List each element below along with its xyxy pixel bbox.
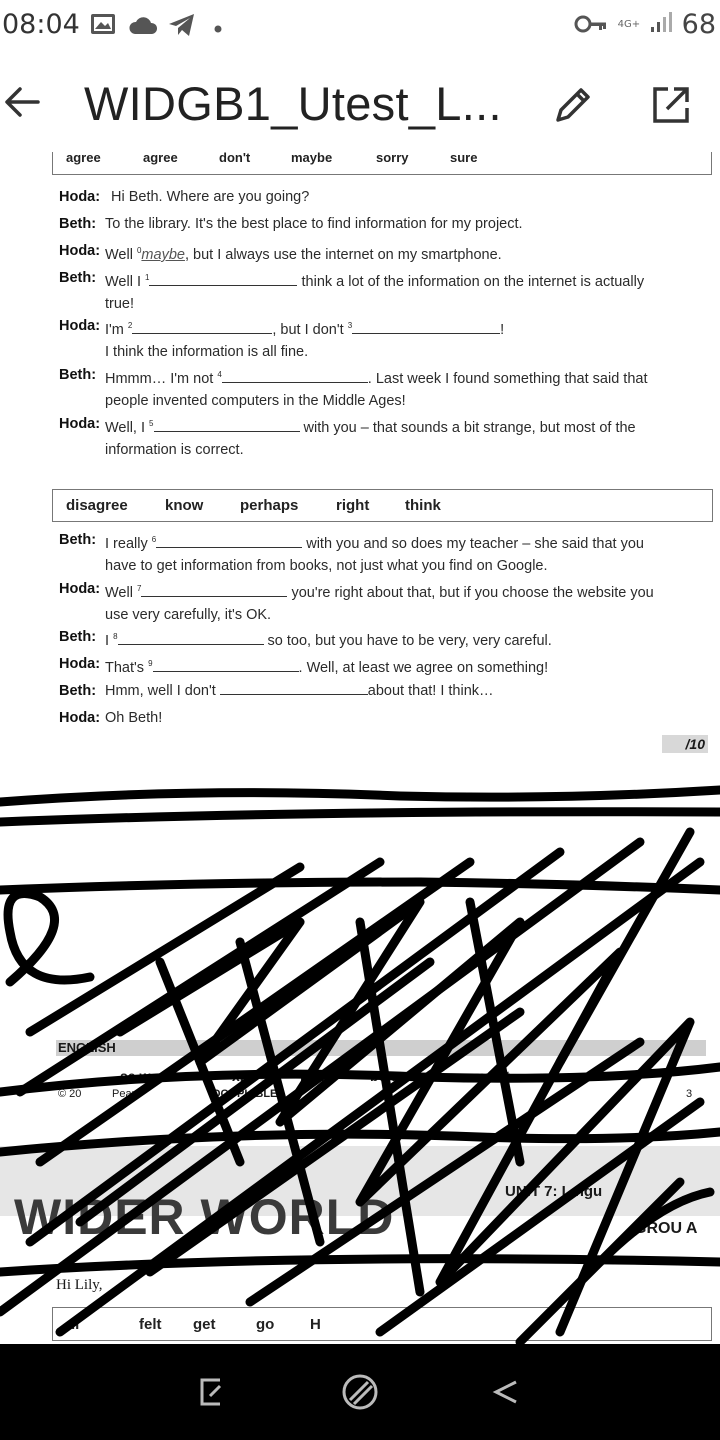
network-type: 4G+ <box>617 18 641 30</box>
signal-icon <box>650 10 672 40</box>
instruction-fragment: xpr <box>232 1068 254 1084</box>
text-part: think a lot of the information on the internet is actually <box>297 273 645 290</box>
group-text: A <box>685 1220 698 1237</box>
word-box-2-item: right <box>336 497 370 514</box>
speaker: Hoda: <box>59 318 101 334</box>
gap-number: 0 <box>136 246 142 255</box>
status-bar <box>0 0 720 50</box>
word-box-3-item: get <box>193 1316 216 1333</box>
gap-number: 8 <box>113 632 118 641</box>
text-part: Hmmm… I'm not <box>105 370 218 387</box>
gap-number: 1 <box>145 273 150 282</box>
text-part: Hmm, well I don't <box>105 683 220 699</box>
text-part: . Well, at least we agree on something! <box>298 659 549 676</box>
word-box-1-item: agree <box>143 150 178 165</box>
recent-apps-icon[interactable] <box>196 1374 226 1415</box>
logo: WIDER WORLD <box>14 1189 395 1245</box>
document-viewer[interactable] <box>0 150 720 1344</box>
gap-number: 7 <box>136 584 142 593</box>
speaker: Hoda: <box>59 581 101 597</box>
text-part: about that! I think… <box>367 683 494 699</box>
group-text: GROU <box>634 1220 682 1237</box>
word-box-2-item: disagree <box>66 497 128 514</box>
text-part: information is correct. <box>105 441 244 458</box>
text-part: you're right about that, but if you choose the website you <box>287 584 654 601</box>
word-box-3-item: felt <box>139 1316 162 1333</box>
instruction-fragment: se w <box>120 1068 151 1084</box>
word-box-2-item: perhaps <box>240 497 299 514</box>
instruction-fragment: boxes t <box>370 1068 420 1084</box>
dot-icon <box>214 20 222 38</box>
speaker: Beth: <box>59 270 97 286</box>
speaker: Beth: <box>59 683 97 699</box>
back-nav-icon[interactable] <box>490 1374 520 1415</box>
footer-text: OCOPIABLE <box>212 1088 278 1100</box>
open-external-icon[interactable] <box>650 84 692 131</box>
key-icon <box>574 10 608 40</box>
text-part: ! <box>500 321 505 338</box>
text-part: so too, but you have to be very, very careful. <box>263 632 552 649</box>
text-part: , but I always use the internet on my smartphone. <box>184 246 502 263</box>
speaker: Beth: <box>59 532 97 548</box>
navigation-bar <box>0 1344 720 1440</box>
telegram-icon <box>168 13 196 42</box>
score-box: /10 <box>662 735 708 753</box>
text-part: , but I don't <box>272 321 348 338</box>
word-box-3-item: go <box>256 1316 275 1333</box>
line-text-content: To the library. It's the best place to find information for my project. <box>105 216 523 232</box>
instruction-fragment: ema <box>540 1068 569 1084</box>
marker-scribble <box>0 162 720 1344</box>
footer-text: © 20 <box>58 1088 82 1100</box>
unit-text: ngu <box>574 1183 603 1200</box>
speaker: Beth: <box>59 629 97 645</box>
unit-text: UNIT 7: L <box>505 1183 571 1200</box>
gap-number: 5 <box>149 419 154 428</box>
text-part: I think the information is all fine. <box>105 343 309 360</box>
text-part: use very carefully, it's OK. <box>105 606 272 623</box>
text-part: Well, I <box>105 419 150 436</box>
text-part: with you and so does my teacher – she said that you <box>302 535 644 552</box>
text-part: with you – that sounds a bit strange, but most of the <box>299 419 636 436</box>
speaker: Hoda: <box>59 243 101 259</box>
speaker: Hoda: <box>59 189 101 205</box>
document-title: WIDGB1_Utest_L... <box>84 77 502 130</box>
letter-greeting: Hi Lily, <box>56 1277 103 1293</box>
speaker: Beth: <box>59 367 97 383</box>
edit-pencil-icon[interactable] <box>552 84 594 131</box>
instruction-fragment: mplet <box>472 1068 510 1084</box>
text-part: people invented computers in the Middle Ages! <box>105 392 406 409</box>
text-part: Oh Beth! <box>105 710 163 726</box>
word-box-1-item: don't <box>219 150 251 165</box>
word-box-1-item: agree <box>66 150 101 165</box>
text-part: I'm <box>105 321 128 338</box>
word-box-3-item: di <box>66 1316 80 1333</box>
text-part: I <box>105 632 114 649</box>
home-assistant-icon[interactable] <box>340 1372 380 1417</box>
footer-text: Pear <box>112 1088 136 1100</box>
word-box-2-item: know <box>165 497 204 514</box>
line-text-content: Hi Beth. Where are you going? <box>111 189 310 205</box>
gap-number: 9 <box>148 659 153 668</box>
word-box-1-item: maybe <box>291 150 333 165</box>
text-part: I really <box>105 535 152 552</box>
text-part: true! <box>105 295 135 312</box>
gap-number: 3 <box>347 321 353 330</box>
battery-level: 68 <box>681 9 716 40</box>
gallery-icon <box>90 12 116 41</box>
speaker: Beth: <box>59 216 97 232</box>
text-part: That's <box>105 659 149 676</box>
text-part: have to get information from books, not just what you find on Google. <box>105 557 548 574</box>
text-part: Well <box>105 246 137 263</box>
cloud-icon <box>128 15 158 40</box>
gap-number: 6 <box>151 535 157 544</box>
speaker: Hoda: <box>59 416 101 432</box>
instruction-fragment: ns in <box>300 1068 333 1084</box>
footer-text: ENGLISH <box>58 1040 116 1055</box>
text-part: Well I <box>105 273 146 290</box>
word-box-2-item: think <box>405 497 441 514</box>
footer-text: 3 <box>686 1088 693 1100</box>
gap-number: 4 <box>217 370 222 379</box>
speaker: Hoda: <box>59 656 101 672</box>
gap-number: 2 <box>127 321 133 330</box>
word-box-3-item: H <box>310 1316 321 1333</box>
word-box-1-item: sure <box>450 150 478 165</box>
text-part: Well <box>105 584 137 601</box>
example-answer: maybe <box>141 246 185 263</box>
status-time: 08:04 <box>2 9 80 40</box>
back-arrow-icon[interactable] <box>2 82 42 127</box>
word-box-1-item: sorry <box>376 150 409 165</box>
text-part: . Last week I found something that said that <box>367 370 648 387</box>
speaker: Hoda: <box>59 710 101 726</box>
